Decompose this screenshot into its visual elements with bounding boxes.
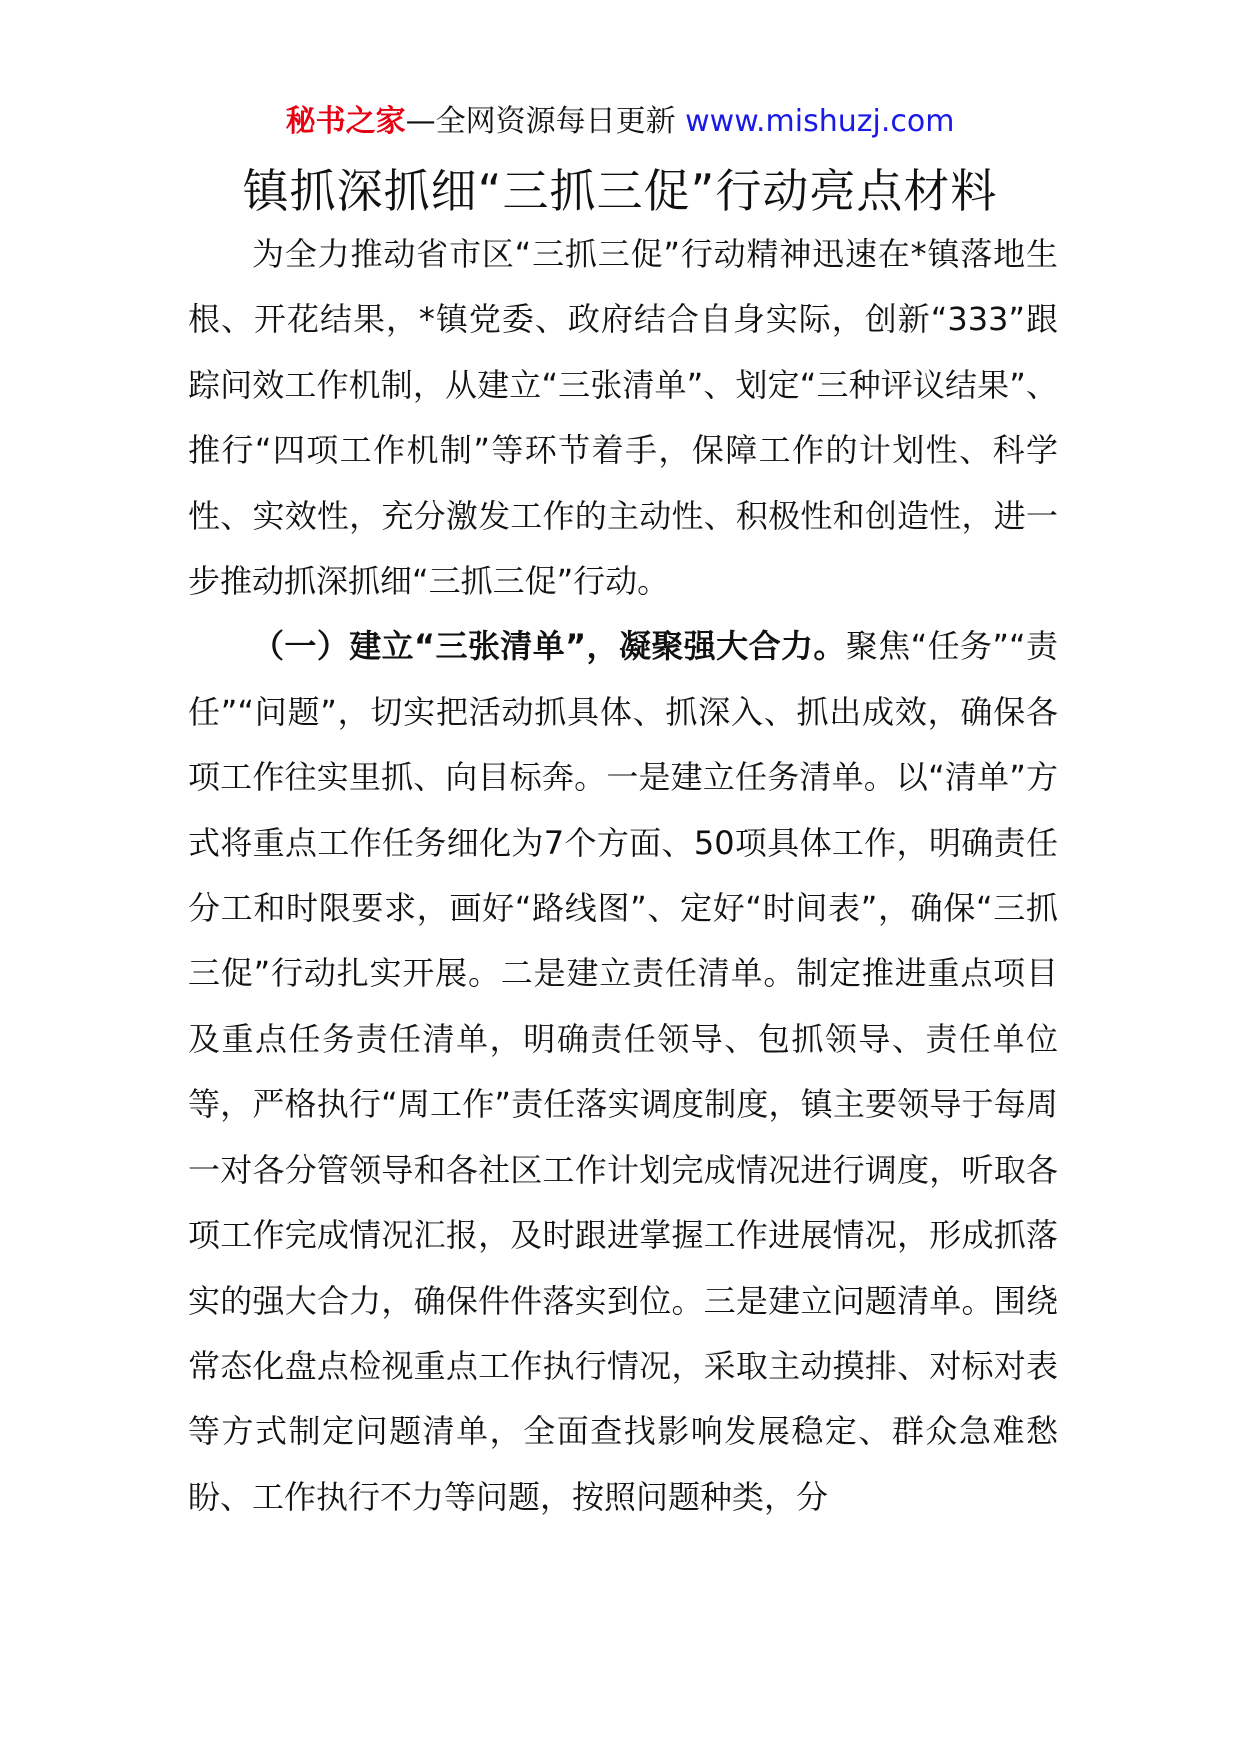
section-1-heading: （一）建立“三张清单”，凝聚强大合力。	[252, 627, 846, 666]
brand-name: 秘书之家	[285, 104, 406, 139]
section-1-paragraph	[188, 614, 1058, 1530]
header-tagline: —全网资源每日更新	[405, 104, 676, 139]
document-body	[188, 222, 1058, 1530]
section-1-body: 聚焦“任务”“责任”“问题”，切实把活动抓具体、抓深入、抓出成效，确保各项工作往实里抓、向目标奔。一是建立任务清单。以“清单”方式将重点工作任务细化为7个方面、50项具体工作，明确责任分工和时限要求，画好“路线图”、定好“时间表”，确保“三抓三促”行动扎实开展。二是建立责任清单。制定推进重点项目及重点任务责任清单，明确责任领导、包抓领导、责任单位等，严格执行“周工作”责任落实调度制度，镇主要领导于每周一对各分管领导和各社区工作计划完成情况进行调度，听取各项工作完成情况汇报，及时跟进掌握工作进展情况，形成抓落实的强大合力，确保件件落实到位。三是建立问题清单。围绕常态化盘点检视重点工作执行情况，采取主动摸排、对标对表等方式制定问题清单，全面查找影响发展稳定、群众急难愁盼、工作执行不力等问题，按照问题种类，分	[188, 627, 1058, 1516]
intro-paragraph: 为全力推动省市区“三抓三促”行动精神迅速在*镇落地生根、开花结果，*镇党委、政府结合自身实际，创新“333”跟踪问效工作机制，从建立“三张清单”、划定“三种评议结果”、推行“四项工作机制”等环节着手，保障工作的计划性、科学性、实效性，充分激发工作的主动性、积极性和创造性，进一步推动抓深抓细“三抓三促”行动。	[188, 235, 1058, 601]
document-title: 镇抓深抓细“三抓三促”行动亮点材料	[242, 164, 998, 218]
site-url: www.mishuzj.com	[685, 104, 955, 139]
site-header	[0, 100, 1240, 144]
